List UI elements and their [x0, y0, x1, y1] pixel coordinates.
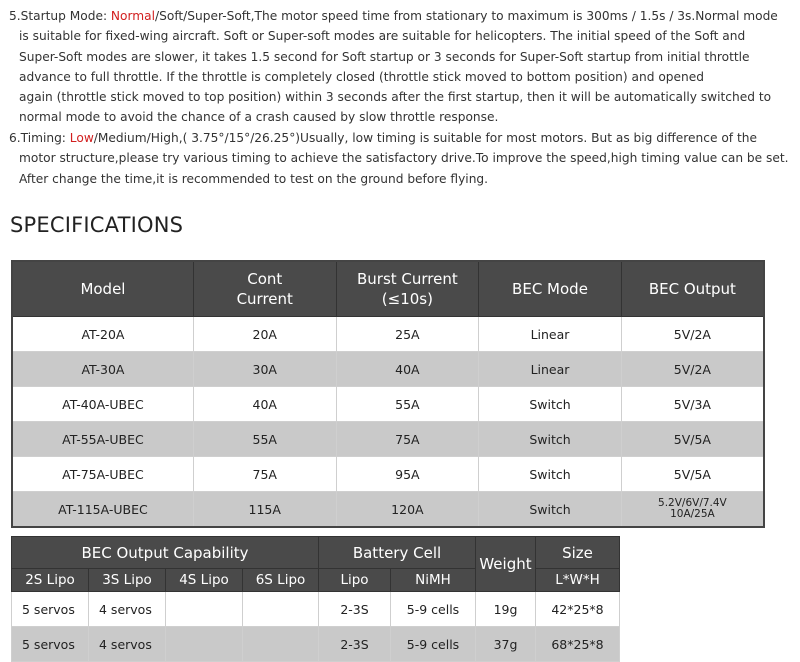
- header-cell: BEC Output: [621, 261, 764, 317]
- startup-highlight: Normal: [110, 9, 156, 23]
- burst-current-cell: 55A: [336, 387, 479, 422]
- bec-mode-cell: Switch: [479, 457, 622, 492]
- table-row: [12, 352, 764, 387]
- table-row: [12, 387, 764, 422]
- startup-line: is suitable for fixed-wing aircraft. Soft or Super-soft modes are suitable for helicopters. The initial speed of the Soft and: [19, 29, 746, 44]
- bec-mode-cell: Switch: [479, 387, 622, 422]
- table-cell: 2-3S: [319, 592, 391, 627]
- bec-mode-cell: Switch: [479, 422, 622, 457]
- bec-mode-cell: Linear: [479, 352, 622, 387]
- timing-paragraph: [9, 128, 789, 189]
- bec-mode-cell: Switch: [479, 492, 622, 528]
- table-row: [12, 317, 764, 352]
- sub-header-cell: Lipo: [319, 569, 391, 592]
- bec-output-capability-header: BEC Output Capability: [12, 537, 319, 569]
- table-row: [12, 422, 764, 457]
- startup-line: Super-Soft modes are slower, it takes 1.5 second for Soft startup or 3 seconds for Super-Soft startup from initial throttle: [19, 49, 750, 64]
- model-cell: AT-115A-UBEC: [12, 492, 193, 528]
- bec-mode-cell: Linear: [479, 317, 622, 352]
- sub-header-cell: 6S Lipo: [243, 569, 319, 592]
- cont-current-cell: 20A: [193, 317, 336, 352]
- table-cell: [166, 627, 243, 662]
- table-cell: 5-9 cells: [391, 627, 476, 662]
- bec-output-cell: 5V/5A: [621, 457, 764, 492]
- burst-current-cell: 40A: [336, 352, 479, 387]
- startup-prefix: 5.Startup Mode:: [9, 9, 111, 23]
- cont-current-cell: 40A: [193, 387, 336, 422]
- bec-output-cell: 5V/2A: [621, 317, 764, 352]
- capability-group-header-row: [12, 537, 620, 569]
- timing-line: motor structure,please try various timing to achieve the satisfactory drive.To improve the speed,high timing value can be set.: [19, 151, 789, 166]
- specifications-table: [11, 260, 765, 528]
- startup-line: again (throttle stick moved to top position) within 3 seconds after the first startup, then it will be automatically switched to: [19, 90, 772, 105]
- table-cell: [166, 592, 243, 627]
- bec-output-cell: 5V/5A: [621, 422, 764, 457]
- bec-output-cell: 5V/3A: [621, 387, 764, 422]
- bec-output-cell: 5V/2A: [621, 352, 764, 387]
- table-cell: 2-3S: [319, 627, 391, 662]
- size-header: Size: [536, 537, 620, 569]
- sub-header-cell: 2S Lipo: [12, 569, 89, 592]
- timing-highlight: Low: [69, 131, 94, 145]
- sub-header-cell: 4S Lipo: [166, 569, 243, 592]
- timing-prefix: 6.Timing:: [9, 131, 70, 145]
- model-cell: AT-30A: [12, 352, 193, 387]
- model-cell: AT-20A: [12, 317, 193, 352]
- burst-current-cell: 95A: [336, 457, 479, 492]
- table-cell: 5 servos: [12, 592, 89, 627]
- timing-line: /Medium/High,( 3.75°/15°/26.25°)Usually, low timing is suitable for most motors. But as big difference of the: [93, 131, 757, 145]
- sub-header-cell: 3S Lipo: [89, 569, 166, 592]
- bec-capability-table: [11, 536, 620, 662]
- model-cell: AT-75A-UBEC: [12, 457, 193, 492]
- startup-line: normal mode to avoid the chance of a crash caused by slow throttle response.: [19, 110, 499, 125]
- header-cell: BEC Mode: [479, 261, 622, 317]
- model-cell: AT-55A-UBEC: [12, 422, 193, 457]
- startup-mode-paragraph: [9, 6, 789, 128]
- table-row: [12, 627, 620, 662]
- bec-output-cell: 5.2V/6V/7.4V 10A/25A: [621, 492, 764, 528]
- table-cell: 4 servos: [89, 627, 166, 662]
- table-cell: 5 servos: [12, 627, 89, 662]
- table-row: [12, 592, 620, 627]
- table-cell: [243, 592, 319, 627]
- header-cell: Cont Current: [193, 261, 336, 317]
- table-cell: [243, 627, 319, 662]
- startup-line: advance to full throttle. If the throttle is completely closed (throttle stick moved to bottom position) and opened: [19, 69, 704, 84]
- burst-current-cell: 120A: [336, 492, 479, 528]
- specifications-heading: SPECIFICATIONS: [10, 213, 184, 237]
- cont-current-cell: 55A: [193, 422, 336, 457]
- header-cell: Burst Current (≤10s): [336, 261, 479, 317]
- table-cell: 42*25*8: [536, 592, 620, 627]
- table-row: [12, 492, 764, 528]
- timing-line: After change the time,it is recommended to test on the ground before flying.: [19, 171, 489, 186]
- weight-header: Weight: [476, 537, 536, 592]
- sub-header-cell: L*W*H: [536, 569, 620, 592]
- burst-current-cell: 25A: [336, 317, 479, 352]
- startup-line: /Soft/Super-Soft,The motor speed time from stationary to maximum is 300ms / 1.5s / 3s.Normal mode: [155, 9, 778, 23]
- header-cell: Model: [12, 261, 193, 317]
- table-cell: 68*25*8: [536, 627, 620, 662]
- table-cell: 19g: [476, 592, 536, 627]
- table-cell: 4 servos: [89, 592, 166, 627]
- spec-header-row: [12, 261, 764, 317]
- table-cell: 5-9 cells: [391, 592, 476, 627]
- cont-current-cell: 115A: [193, 492, 336, 528]
- table-row: [12, 457, 764, 492]
- table-cell: 37g: [476, 627, 536, 662]
- burst-current-cell: 75A: [336, 422, 479, 457]
- model-cell: AT-40A-UBEC: [12, 387, 193, 422]
- battery-cell-header: Battery Cell: [319, 537, 476, 569]
- cont-current-cell: 30A: [193, 352, 336, 387]
- cont-current-cell: 75A: [193, 457, 336, 492]
- sub-header-cell: NiMH: [391, 569, 476, 592]
